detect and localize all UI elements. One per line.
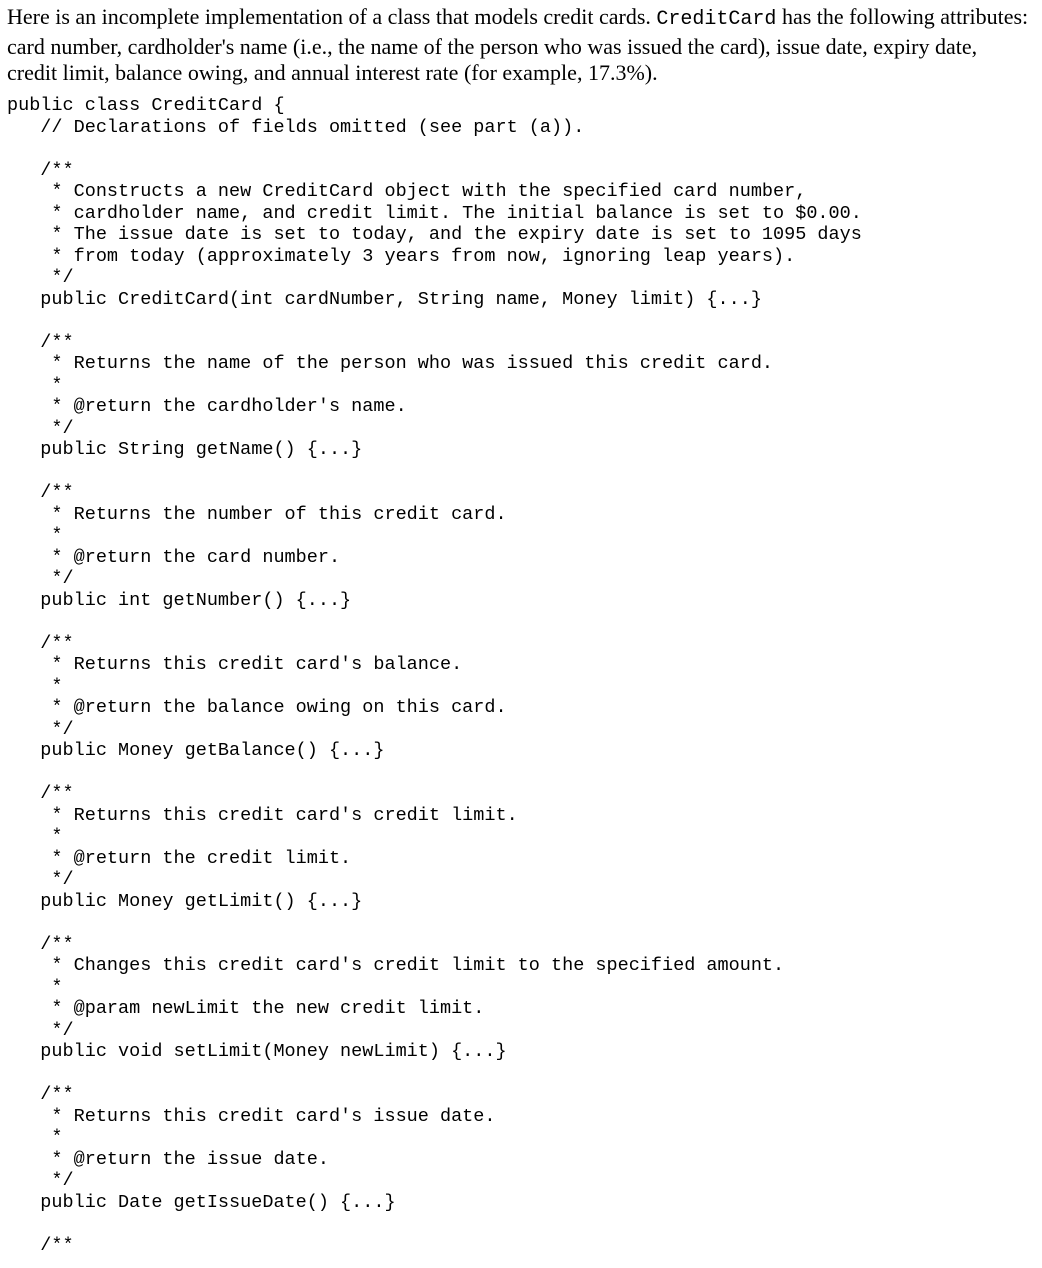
intro-text-before: Here is an incomplete implementation of a class that models credit cards. [7,4,657,29]
code-line: * @return the cardholder's name. [7,396,407,417]
code-line: */ [7,1170,74,1191]
code-line: /** [7,783,74,804]
code-line: /** [7,159,74,181]
code-line: */ [7,718,74,740]
code-line: * Returns the number of this credit card. [7,503,507,525]
code-line [7,611,862,633]
code-line: * Constructs a new CreditCard object with the specified card number, [7,181,807,202]
code-line: * Returns this credit card's balance. [7,654,463,675]
code-line: /** [7,331,74,353]
code-line: */ [7,869,74,890]
code-line: */ [7,1019,74,1041]
code-line: */ [7,267,74,288]
intro-class-name: CreditCard [656,8,777,31]
code-line: // Declarations of fields omitted (see part (a)). [7,116,585,138]
code-line: * Returns the name of the person who was issued this credit card. [7,353,774,374]
intro-paragraph [7,4,1032,87]
code-line: * Returns this credit card's issue date. [7,1105,496,1127]
code-line: * cardholder name, and credit limit. The initial balance is set to $0.00. [7,202,862,224]
code-line: * [7,675,63,697]
code-line: public Money getLimit() {...} [7,890,363,912]
code-line: * [7,976,63,998]
code-line [7,1213,862,1235]
intro-text-after: has the following attributes: card number, cardholder's name (i.e., the name of the person who was issued the card), issue date, expiry date, credit limit, balance owing, and annual interest rate (for example, 17.3%). [7,4,1029,85]
code-line: public String getName() {...} [7,439,363,460]
code-line [7,461,862,483]
code-line: * [7,374,63,396]
code-line: /** [7,1234,74,1256]
code-line: * @return the issue date. [7,1148,329,1170]
code-line: public Money getBalance() {...} [7,740,385,761]
code-line: public CreditCard(int cardNumber, String name, Money limit) {...} [7,288,762,310]
code-line [7,762,862,784]
code-line: /** [7,933,74,955]
code-line: public void setLimit(Money newLimit) {...} [7,1041,507,1062]
code-line: public class CreditCard { [7,95,285,116]
code-line: public int getNumber() {...} [7,589,352,611]
code-line [7,310,862,332]
code-line: */ [7,417,74,439]
code-line: * Changes this credit card's credit limit to the specified amount. [7,955,785,976]
code-line: * The issue date is set to today, and the expiry date is set to 1095 days [7,224,862,245]
code-line: * Returns this credit card's credit limit. [7,804,518,826]
code-line: */ [7,568,74,589]
code-line: * @return the card number. [7,546,341,568]
code-line: * @return the balance owing on this card. [7,697,507,718]
code-line: public Date getIssueDate() {...} [7,1191,396,1213]
code-line [7,1063,862,1085]
code-line [7,138,862,160]
code-line: /** [7,482,74,503]
code-line [7,912,862,934]
code-line: * @param newLimit the new credit limit. [7,998,485,1019]
code-line: * from today (approximately 3 years from now, ignoring leap years). [7,245,796,267]
code-listing [7,95,862,1256]
code-line: * [7,525,63,546]
code-line: * [7,826,63,847]
code-line: * [7,1127,63,1148]
code-line: * @return the credit limit. [7,847,352,869]
code-line: /** [7,1084,74,1105]
code-line: /** [7,632,74,654]
